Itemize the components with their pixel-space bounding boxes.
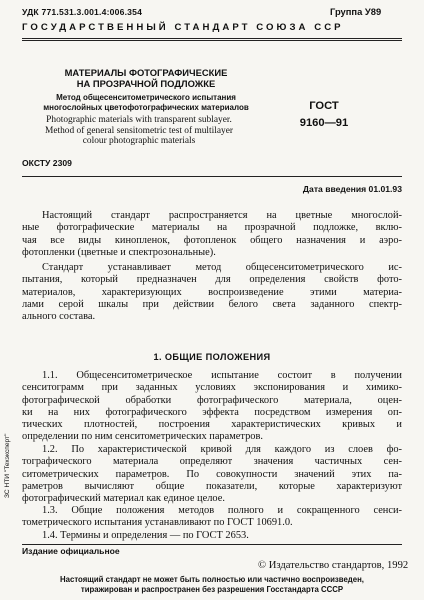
subtitle-line: Метод общесенситометрического испытания <box>56 93 236 102</box>
group-code: Группа У89 <box>330 6 382 17</box>
text-line: ального состава. <box>22 311 96 323</box>
text-line: определении по ним сенситометрических параметров. <box>22 431 263 443</box>
text-line: лами серой шкалы при действии белого света заданного спектр- <box>22 298 402 310</box>
title-line: МАТЕРИАЛЫ ФОТОГРАФИЧЕСКИЕ <box>64 67 228 78</box>
date-rule <box>22 176 402 177</box>
text-line: пытания, который предназначен для определения свойств фото- <box>22 274 402 286</box>
footer-rule <box>22 544 402 545</box>
text-line: тических плотностей, построения характеристических кривых и <box>22 419 402 431</box>
text-line: ситометрических параметров. По совокупности значений этих па- <box>22 468 402 480</box>
text-line: Стандарт устанавливает метод общесенситометрического ис- <box>42 262 402 273</box>
gost-label: ГОСТ <box>309 100 339 112</box>
text-line: тометрического испытания устанавливают по ГОСТ 10691.0. <box>22 517 293 529</box>
text-line: чая все виды кинопленок, фотопленок общего назначения и аэро- <box>22 234 402 246</box>
section-paragraph <box>22 505 402 530</box>
header-rule-top <box>22 38 402 39</box>
english-title-line: Method of general sensitometric test of multilayer <box>45 125 233 136</box>
text-line: фотопленки (цветные и спектрозональные). <box>22 246 216 258</box>
side-stamp <box>4 398 16 498</box>
okstu-code: ОКСТУ 2309 <box>22 158 72 168</box>
text-line: фотографический материал как единое целое. <box>22 493 225 505</box>
notice-line: тиражирован и распространен без разрешения Госстандарта СССР <box>80 585 344 594</box>
notice-line: Настоящий стандарт не может быть полностью или частично воспроизведен, <box>60 575 364 584</box>
english-title-line: colour photographic materials <box>82 136 196 147</box>
section-paragraph <box>22 370 402 444</box>
text-line: 1.3. Общие положения методов полного и сокращенного сенси- <box>42 505 402 516</box>
text-line: 1.2. По характеристической кривой для каждого из слоев фо- <box>42 444 402 455</box>
gost-number: 9160—91 <box>299 117 349 129</box>
section-paragraph <box>22 530 402 542</box>
intro-paragraph <box>22 210 402 259</box>
reproduction-notice <box>22 575 402 595</box>
side-stamp-text: ЗС НТИ "Техэксперт" <box>4 433 11 498</box>
header-rule-bottom <box>22 40 402 41</box>
gost-designation <box>278 98 370 132</box>
document-title <box>40 67 252 90</box>
intro-paragraph <box>22 262 402 323</box>
text-line: 1.4. Термины и определения — по ГОСТ 2653. <box>42 530 249 541</box>
effective-date: Дата введения 01.01.93 <box>302 184 402 194</box>
text-line: ные фотографические материалы на прозрачной подложке, вклю- <box>22 222 402 234</box>
title-line: НА ПРОЗРАЧНОЙ ПОДЛОЖКЕ <box>76 78 216 90</box>
section-paragraph <box>22 444 402 505</box>
english-title <box>20 115 258 147</box>
state-standard-heading: ГОСУДАРСТВЕННЫЙ СТАНДАРТ СОЮЗА ССР <box>22 22 344 33</box>
udk-code: УДК 771.531.3.001.4:006.354 <box>22 7 143 17</box>
text-line: раметров вычисляют общие показатели, которые характеризуют <box>22 480 402 492</box>
text-line: Настоящий стандарт распространяется на цветные многослой- <box>42 210 402 221</box>
english-title-line: Photographic materials with transparent sublayer. <box>46 115 232 125</box>
document-subtitle <box>40 93 252 113</box>
section-title: 1. ОБЩИЕ ПОЛОЖЕНИЯ <box>153 352 271 362</box>
text-line: тографического материала определяют значения частичных сен- <box>22 456 402 468</box>
copyright: © Издательство стандартов, 1992 <box>258 560 409 571</box>
text-line: фотографической обработки фотографического материала, оцен- <box>22 394 402 406</box>
official-edition-label: Издание официальное <box>22 546 120 556</box>
text-line: 1.1. Общесенситометрическое испытание состоит в получении <box>42 370 402 381</box>
text-line: материалов, характеризующих воспроизведение этими материа- <box>22 286 402 298</box>
subtitle-line: многослойных цветофотографических материалов <box>43 103 249 112</box>
text-line: ки на них фотографического эффекта посредством измерения оп- <box>22 406 402 418</box>
text-line: сенситограмм при заданных условиях экспонирования и химико- <box>22 382 402 394</box>
